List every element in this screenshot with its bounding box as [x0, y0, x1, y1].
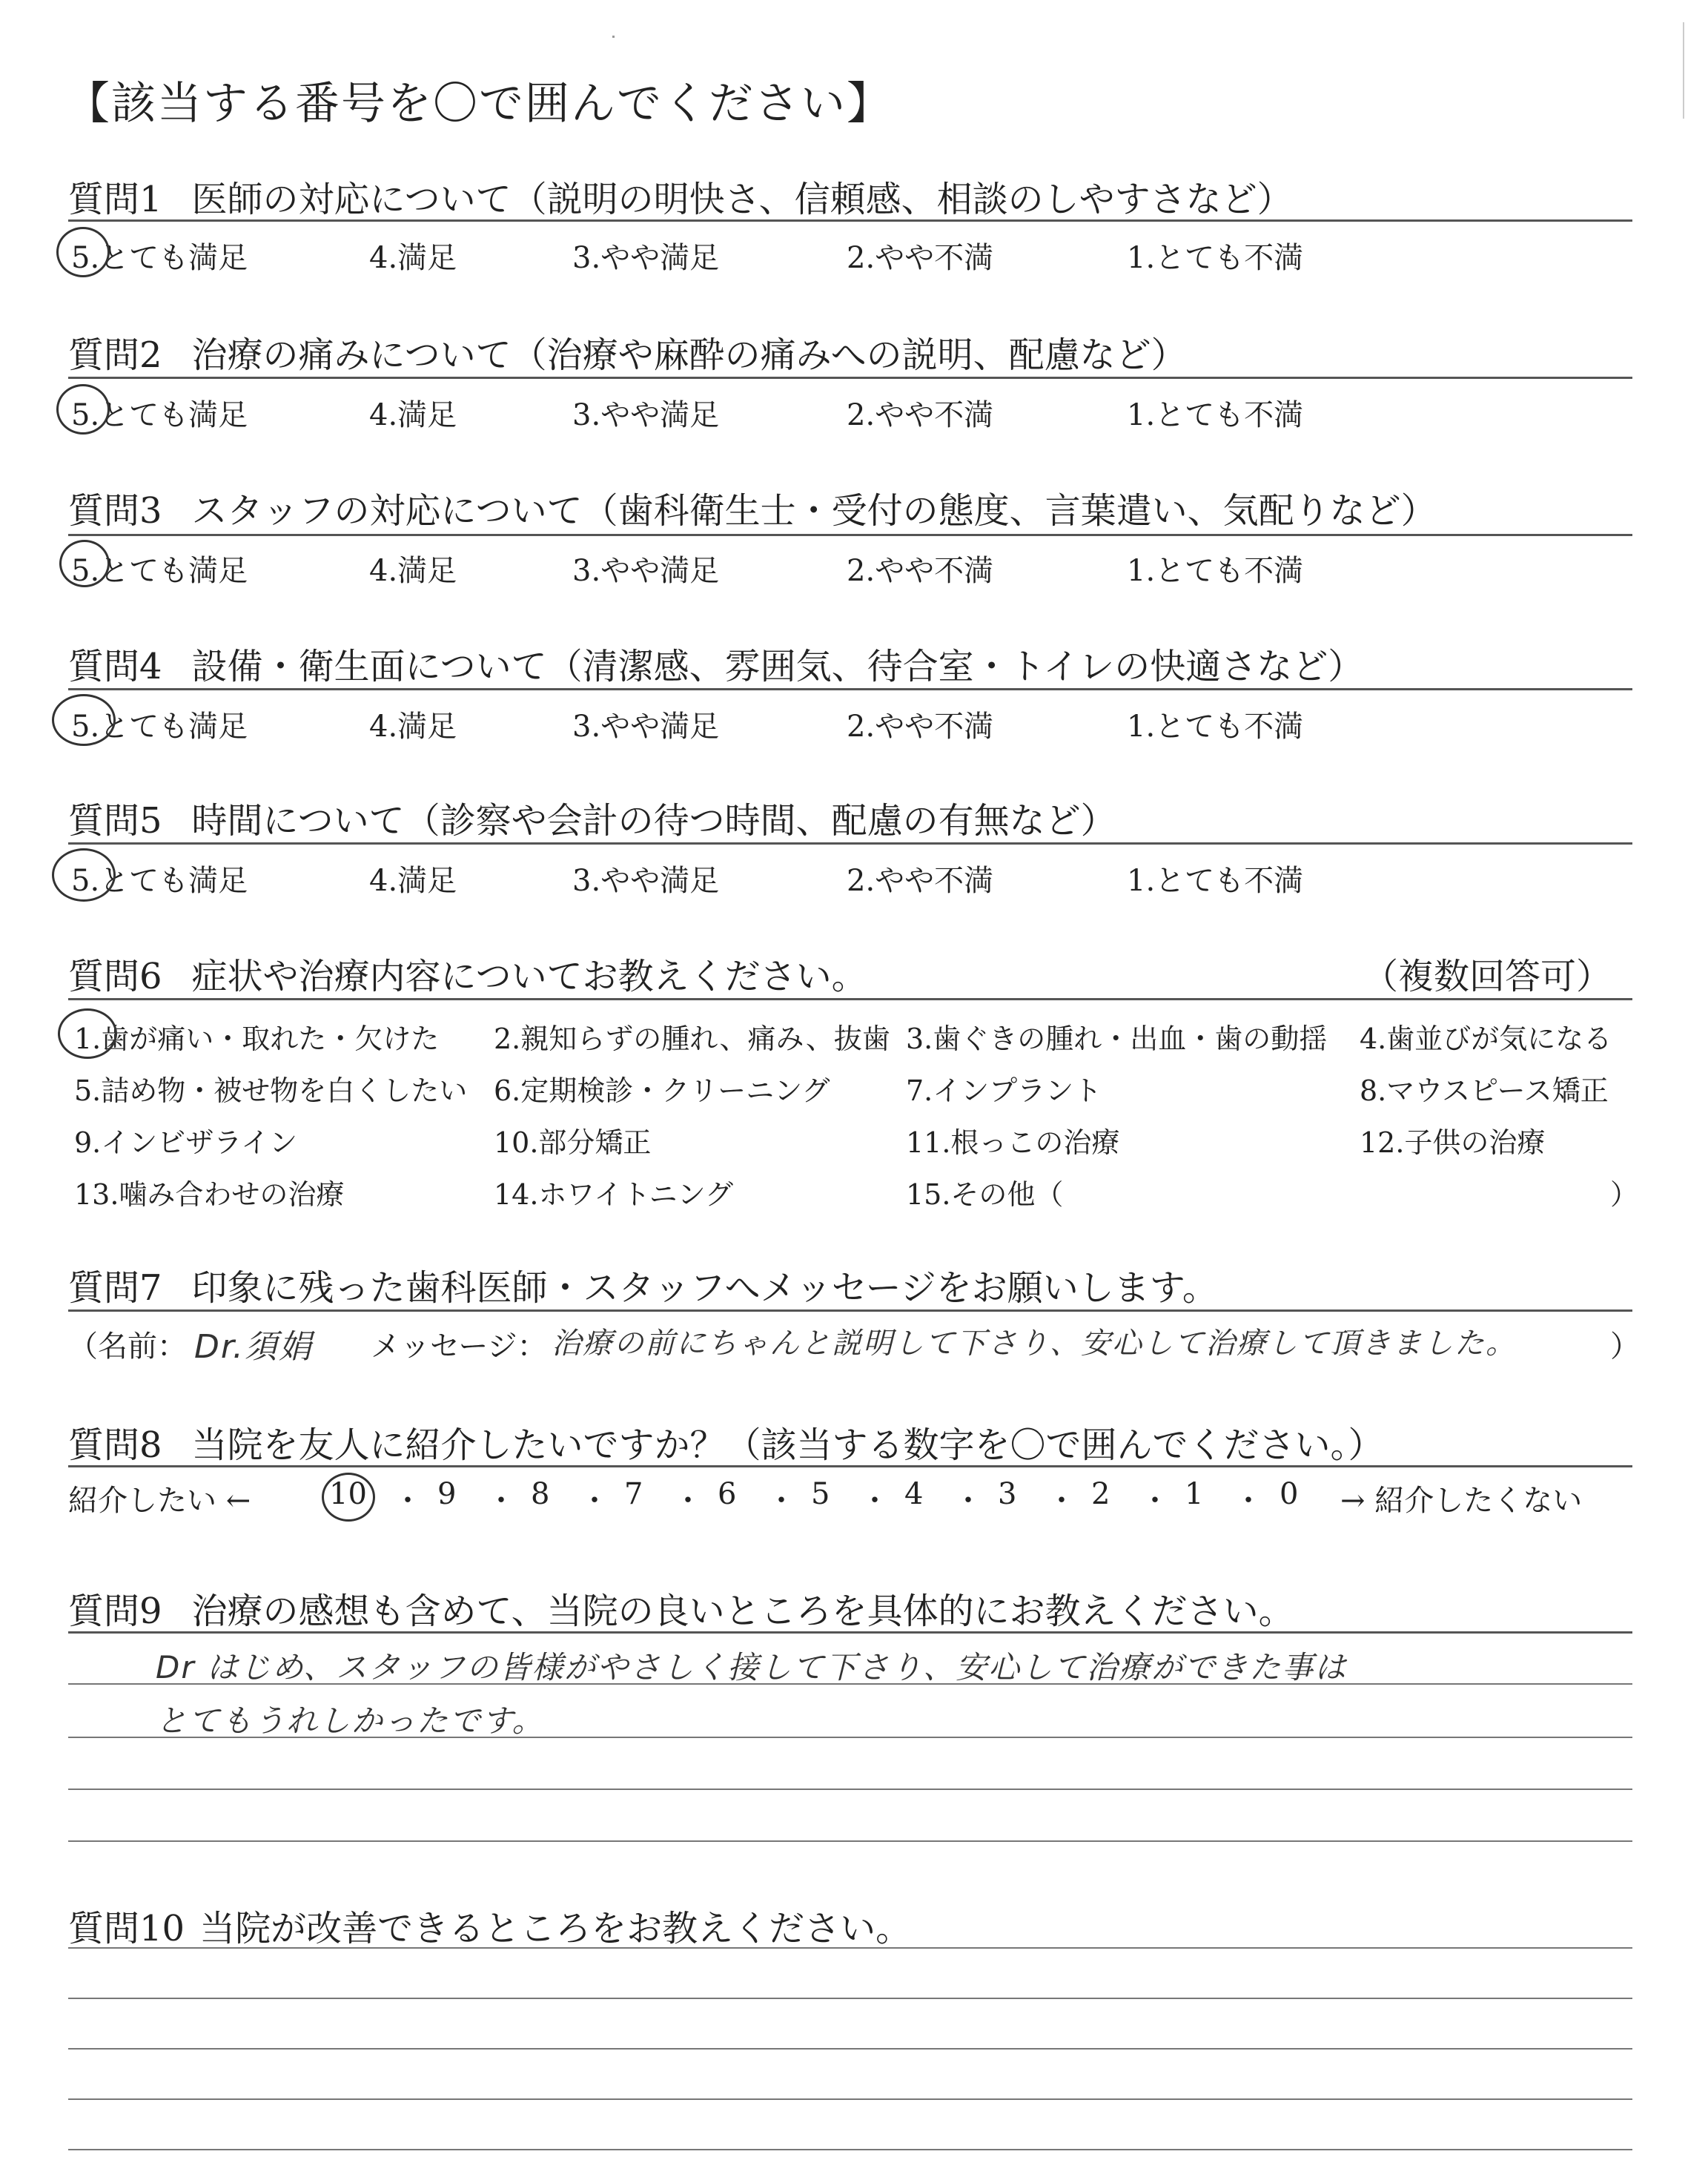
- q9-answer-line-2[interactable]: とてもうれしかったです。: [156, 1702, 545, 1739]
- question-5-number: 質問5: [68, 800, 162, 842]
- question-10-text: 当院が改善できるところをお教えください。: [199, 1908, 912, 1949]
- question-3: [68, 482, 1437, 533]
- q3-option-4[interactable]: 4.満足: [369, 554, 457, 588]
- scan-mark: [612, 36, 615, 38]
- q8-score-3[interactable]: 3: [998, 1477, 1017, 1511]
- q10-answer-rule: [68, 1947, 1632, 1949]
- q8-right-label: → 紹介したくない: [1340, 1484, 1583, 1518]
- q1-option-3[interactable]: 3.やや満足: [572, 241, 720, 275]
- q10-answer-rule: [68, 2098, 1632, 2100]
- question-7-text: 印象に残った歯科医師・スタッフへメッセージをお願いします。: [191, 1267, 1218, 1309]
- q5-option-2[interactable]: 2.やや不満: [847, 864, 994, 898]
- question-6-rule: [68, 998, 1632, 1000]
- q4-option-3[interactable]: 3.やや満足: [572, 710, 720, 744]
- q6-item-4[interactable]: 4.歯並びが気になる: [1360, 1023, 1612, 1055]
- q7-message-label: メッセージ：: [371, 1330, 547, 1364]
- scan-edge-mark: [1683, 22, 1684, 119]
- q9-answer-rule: [68, 1683, 1632, 1685]
- q8-dot: ・: [393, 1484, 423, 1518]
- q5-option-5[interactable]: 5.とても満足: [71, 864, 248, 898]
- question-3-text: スタッフの対応について（歯科衛生士・受付の態度、言葉遣い、気配りなど）: [191, 490, 1437, 532]
- question-1-text: 医師の対応について（説明の明快さ、信頼感、相談のしやすさなど）: [191, 179, 1293, 220]
- q6-item-12[interactable]: 12.子供の治療: [1360, 1126, 1546, 1159]
- q8-score-2[interactable]: 2: [1091, 1477, 1110, 1511]
- q8-selection-circle: [322, 1473, 375, 1522]
- question-3-number: 質問3: [68, 490, 162, 532]
- q7-name-label: （名前：: [68, 1330, 187, 1364]
- q6-item-9[interactable]: 9.インビザライン: [74, 1126, 298, 1159]
- q8-left-label: 紹介したい ←: [68, 1484, 251, 1518]
- q3-option-3[interactable]: 3.やや満足: [572, 554, 720, 588]
- q1-option-1[interactable]: 1.とても不満: [1127, 241, 1304, 275]
- q6-selection-circle: [58, 1008, 117, 1059]
- question-5-text: 時間について（診察や会計の待つ時間、配慮の有無など）: [191, 800, 1116, 842]
- q4-option-5[interactable]: 5.とても満足: [71, 710, 248, 744]
- q6-item-7[interactable]: 7.インプラント: [906, 1074, 1102, 1107]
- q8-dot: ・: [1140, 1484, 1170, 1518]
- q3-option-5[interactable]: 5.とても満足: [71, 554, 248, 588]
- q6-item-1[interactable]: 1.歯が痛い・取れた・欠けた: [74, 1023, 440, 1055]
- q6-item-10[interactable]: 10.部分矯正: [494, 1126, 652, 1159]
- q2-selection-circle: [56, 384, 110, 435]
- q8-dot: ・: [580, 1484, 609, 1518]
- q1-option-2[interactable]: 2.やや不満: [847, 241, 994, 275]
- question-1-rule: [68, 219, 1632, 222]
- question-1: [68, 171, 1293, 222]
- q8-score-6[interactable]: 6: [718, 1477, 737, 1511]
- question-4: [68, 638, 1363, 689]
- q8-score-5[interactable]: 5: [811, 1477, 830, 1511]
- q6-item-13[interactable]: 13.噛み合わせの治療: [74, 1178, 345, 1211]
- question-9-number: 質問9: [68, 1591, 162, 1632]
- q5-option-3[interactable]: 3.やや満足: [572, 864, 720, 898]
- question-9-rule: [68, 1631, 1632, 1634]
- question-8-number: 質問8: [68, 1424, 162, 1466]
- question-4-number: 質問4: [68, 646, 162, 687]
- q6-item-15-close: ）: [1610, 1178, 1639, 1211]
- q7-close-paren: ）: [1610, 1330, 1640, 1364]
- q8-score-1[interactable]: 1: [1185, 1477, 1204, 1511]
- question-5: [68, 792, 1116, 843]
- q3-option-1[interactable]: 1.とても不満: [1127, 554, 1304, 588]
- q8-dot: ・: [1047, 1484, 1076, 1518]
- q8-dot: ・: [953, 1484, 983, 1518]
- q8-dot: ・: [767, 1484, 796, 1518]
- question-4-rule: [68, 688, 1632, 690]
- q6-item-14[interactable]: 14.ホワイトニング: [494, 1178, 734, 1211]
- q6-item-2[interactable]: 2.親知らずの腫れ、痛み、抜歯: [494, 1023, 890, 1055]
- question-1-number: 質問1: [68, 179, 162, 220]
- q4-option-1[interactable]: 1.とても不満: [1127, 710, 1304, 744]
- q5-option-4[interactable]: 4.満足: [369, 864, 457, 898]
- question-9: [68, 1582, 1294, 1634]
- q1-selection-circle: [56, 227, 110, 277]
- q2-option-2[interactable]: 2.やや不満: [847, 398, 994, 432]
- question-10: [68, 1900, 911, 1951]
- q6-item-11[interactable]: 11.根っこの治療: [906, 1126, 1120, 1159]
- q8-score-8[interactable]: 8: [531, 1477, 550, 1511]
- q8-score-9[interactable]: 9: [437, 1477, 457, 1511]
- question-3-rule: [68, 534, 1632, 536]
- q10-answer-rule: [68, 1998, 1632, 1999]
- q1-option-4[interactable]: 4.満足: [369, 241, 457, 275]
- question-10-number: 質問10: [68, 1908, 185, 1949]
- q6-item-6[interactable]: 6.定期検診・クリーニング: [494, 1074, 830, 1107]
- question-8-rule: [68, 1465, 1632, 1467]
- q8-dot: ・: [673, 1484, 703, 1518]
- q6-item-15[interactable]: 15.その他（: [906, 1178, 1064, 1211]
- question-9-text: 治療の感想も含めて、当院の良いところを具体的にお教えください。: [191, 1591, 1294, 1632]
- q9-answer-rule: [68, 1789, 1632, 1790]
- q2-option-5[interactable]: 5.とても満足: [71, 398, 248, 432]
- q8-dot: ・: [860, 1484, 890, 1518]
- question-2-rule: [68, 377, 1632, 379]
- q10-answer-rule: [68, 2048, 1632, 2050]
- q8-dot: ・: [486, 1484, 516, 1518]
- question-8-text: 当院を友人に紹介したいですか？（該当する数字を〇で囲んでください。）: [191, 1424, 1384, 1466]
- question-6-note: （複数回答可）: [1363, 956, 1612, 997]
- q6-item-8[interactable]: 8.マウスピース矯正: [1360, 1074, 1609, 1107]
- q6-item-3[interactable]: 3.歯ぐきの腫れ・出血・歯の動揺: [906, 1023, 1328, 1055]
- q2-option-1[interactable]: 1.とても不満: [1127, 398, 1304, 432]
- q8-score-0[interactable]: 0: [1280, 1477, 1299, 1511]
- q5-selection-circle: [52, 848, 116, 902]
- question-6-text: 症状や治療内容についてお教えください。: [191, 956, 867, 997]
- q8-score-4[interactable]: 4: [904, 1477, 924, 1511]
- q8-dot: ・: [1234, 1484, 1263, 1518]
- q9-answer-rule: [68, 1737, 1632, 1738]
- q9-answer-rule: [68, 1840, 1632, 1842]
- q9-answer-line-1[interactable]: Dr はじめ、スタッフの皆様がやさしく接して下さり、安心して治療ができた事は: [156, 1649, 1348, 1685]
- q2-option-3[interactable]: 3.やや満足: [572, 398, 720, 432]
- question-2: [68, 326, 1187, 377]
- q4-option-2[interactable]: 2.やや不満: [847, 710, 994, 744]
- q10-answer-rule: [68, 2149, 1632, 2150]
- question-7: [68, 1259, 1218, 1310]
- question-7-rule: [68, 1309, 1632, 1312]
- question-5-rule: [68, 842, 1632, 845]
- q6-item-5[interactable]: 5.詰め物・被せ物を白くしたい: [74, 1074, 468, 1107]
- question-6-number: 質問6: [68, 956, 162, 997]
- question-2-number: 質問2: [68, 334, 162, 376]
- question-7-number: 質問7: [68, 1267, 162, 1309]
- q5-option-1[interactable]: 1.とても不満: [1127, 864, 1304, 898]
- q1-option-5[interactable]: 5.とても満足: [71, 241, 248, 275]
- q2-option-4[interactable]: 4.満足: [369, 398, 457, 432]
- q7-message-value[interactable]: 治療の前にちゃんと説明して下さり、安心して治療して頂きました。: [552, 1327, 1517, 1361]
- q8-score-10[interactable]: 10: [329, 1477, 367, 1511]
- page-title: 【該当する番号を〇で囲んでください】: [65, 78, 893, 130]
- question-4-text: 設備・衛生面について（清潔感、雰囲気、待合室・トイレの快適さなど）: [191, 646, 1364, 687]
- q3-selection-circle: [59, 540, 110, 587]
- question-6: [68, 948, 867, 999]
- q8-score-7[interactable]: 7: [624, 1477, 643, 1511]
- q4-selection-circle: [52, 694, 116, 746]
- q4-option-4[interactable]: 4.満足: [369, 710, 457, 744]
- question-8: [68, 1416, 1384, 1467]
- question-2-text: 治療の痛みについて（治療や麻酔の痛みへの説明、配慮など）: [191, 334, 1187, 376]
- q7-name-value[interactable]: Dr.須娟: [194, 1328, 313, 1366]
- q3-option-2[interactable]: 2.やや不満: [847, 554, 994, 588]
